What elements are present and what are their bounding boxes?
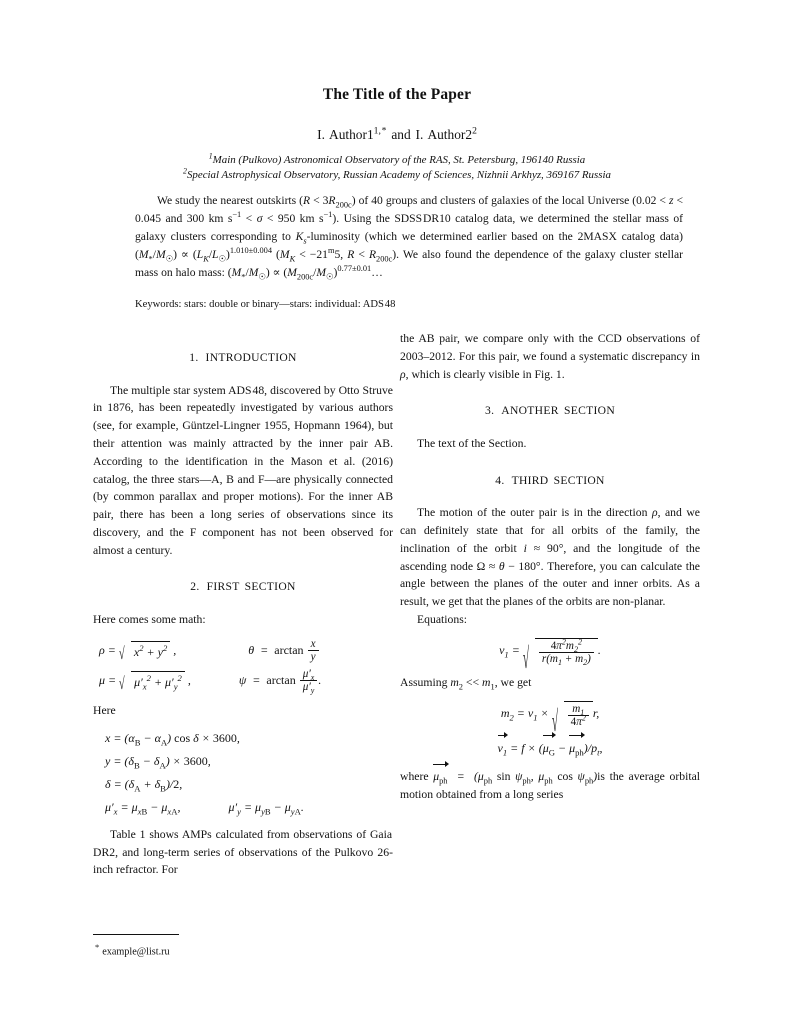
affiliation-2: $^2$Special Astrophysical Observatory, Russian Academy of Sciences, Nizhnii Arkhyz, 369167 Russia [183,166,611,181]
author-line: I. $Author1^{1, *}$ and I. $Author2^2$ [317,125,477,142]
paragraph-introduction: The multiple star system ADS 48, discovered by Otto Struve in 1876, has been repeatedly investigated by various authors (see, for example, Güntzel-Lingner 1955, Hopmann 1964), but their attention was mainly attracted by the inner pair AB. According to the identification in the Mason et al. (2016) catalog, the three stars—A, B and F—are physically connected (by common parallax and proper motions). For the inner AB pair, there has been a long series of observations since its discovery, and the F component has not been observed for almost a century. [93,383,393,557]
paragraph-equations-label: Equations: [417,613,467,627]
paragraph-assumption: Assuming $m_2 << m_1$, we get [400,675,532,692]
footnote-email: example@list.ru [102,946,170,958]
section-title: THIRD SECTION [511,473,605,487]
where-trailing-text: is the average orbital motion obtained from a long series [400,770,701,801]
keywords-line: Keywords: stars: double or binary—stars: individual: ADS 48 [135,299,396,310]
equation-group-polar [93,637,393,696]
paragraph-continuation: the AB pair, we compare only with the CCD observations of 2003–2012. For this pair, we found a systematic discrepancy in ρ, which is clearly visible in Fig. 1. [400,332,700,381]
equation-m2: $m_2 = v_1$ × √ $\frac{m_1}{4\pi^2}$ r, [500,702,600,738]
section-heading-first-section [93,578,393,596]
section-heading-introduction [93,349,393,367]
equation-mu-psi: μ = √ $\mu'_x^2 + \mu'_y^2$ , ψ = arctan $\frac{\mu'_x}{\mu'_y}$ . [93,667,322,696]
equation-group-coordinates [93,729,393,817]
footnote-body [93,942,393,960]
page-title: The Title of the Paper [322,86,472,103]
section-number: 4. [495,473,505,487]
paragraph-math-lead-in: Here comes some math: [93,613,206,627]
section-number: 2. [190,580,200,594]
equation-v1: $v_1$ = √ $\frac{4\pi^2m_2^2}{r(m_1 + m_2)}$ . [499,637,601,676]
footnote-marker: * [95,942,100,952]
section-title: INTRODUCTION [205,351,297,364]
equation-rho-theta: ρ = √ $x^2 + y^2$ , θ = arctan $\frac{x}{y}$ [93,638,393,663]
equation-delta: $\delta = (\delta_A + \delta_B)/2$, [93,777,183,794]
abstract: We study the nearest outskirts $(R < 3R_{200c})$ of 40 groups and clusters of galaxies of the local Universe (0.02 < z < 0.045 and 300 km $s^{-1} < \sigma < 950$ km $s^{-1}$). Using the SDSS DR10 catalog data, we determined the stellar mass of galaxy clusters corresponding to $K_s$-luminosity (which we determined earlier based on the 2MASX catalog data) $(M_*/M_☉) \propto (L_K/L_☉)^{1.010\pm 0.004}$ ($M_K < -21^m5$, $R < R_{200c}$). We also found the dependence of the galaxy cluster stellar mass on halo mass: $(M_*/M_☉)$ ∝ $(M_{200c}/M_☉)^{0.77\pm 0.01}\dots$ [135,194,684,282]
where-label: where [400,770,434,784]
equation-v1-vector: $v_1 = f$ × ( $\mu_G$ − $\mu_{ph})/p_t$, [400,737,700,757]
section-title: FIRST SECTION [206,580,296,594]
front-matter [93,86,701,183]
equation-mu-components: $\mu'_x = \mu_{xB} - \mu_{xA}$, $\mu'_y = \mu_{yB} - \mu_{yA}$. [93,800,304,817]
section-title: ANOTHER SECTION [501,404,616,418]
affiliation-1: $^1$Main (Pulkovo) Astronomical Observatory of the RAS, St. Petersburg, 196140 Russia [208,151,586,166]
section-heading-third-section [400,472,700,490]
footnote-rule [93,934,179,935]
paragraph-another-section: The text of the Section. [417,436,527,450]
left-column [93,330,393,879]
equation-x: $x = (\alpha_B - \alpha_A)$ cos δ × 3600, [105,730,240,748]
inline-equation-mu-ph: $\mu_{ph} = (\mu_{ph}$ $\sin \psi_{ph}$, $\mu_{ph}$ $\cos \psi_{ph}$) [433,770,597,783]
section-heading-another-section [400,402,700,420]
paragraph-third-section: The motion of the outer pair is in the direction ρ, and we can definitely state that for all orbits of the family, the inclination of the orbit i ≈ 90°, and the longitude of the ascending node Ω ≈ θ − 180°. Therefore, you can calculate the angle between the planes of the outer and inner orbits. As a result, we get that the planes of the orbits are non-planar. [400,506,701,609]
paragraph-where-clause [400,766,700,804]
paragraph-table-reference: Table 1 shows AMPs calculated from observations of Gaia DR2, and long-term series of observations of the Pulkovo 26-inch refractor. For [93,827,393,877]
right-column [400,330,700,804]
equation-y: $y = (\delta_B - \delta_A) \times 3600$, [105,754,211,771]
section-number: 1. [189,351,199,364]
footnote [93,934,393,960]
paragraph-here: Here [93,704,116,717]
section-number: 3. [484,404,495,418]
